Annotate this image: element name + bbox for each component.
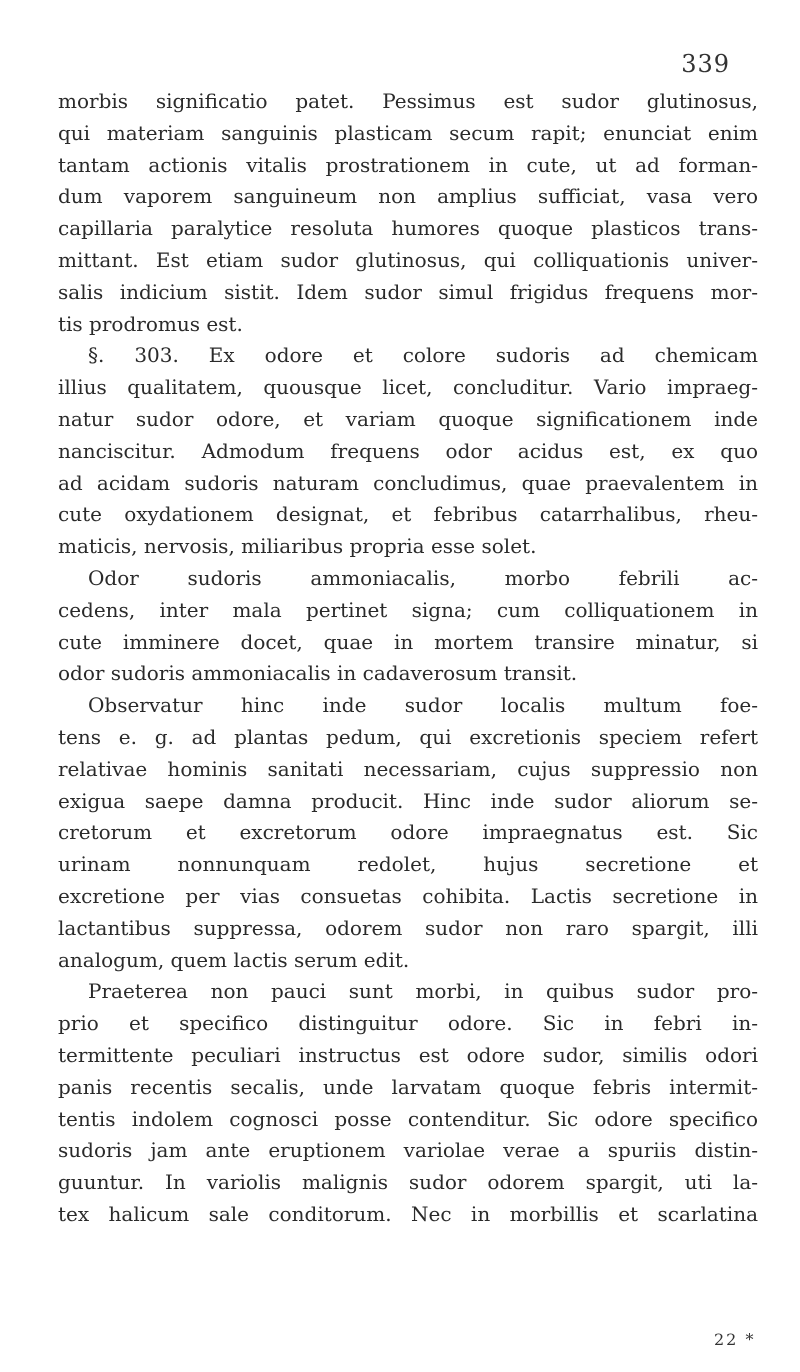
text-line: nanciscitur. Admodum frequens odor acidus est, ex quo <box>58 438 758 463</box>
text-line: natur sudor odore, et variam quoque significationem inde <box>58 406 758 431</box>
text-line: cute imminere docet, quae in mortem transire minatur, si <box>58 629 758 654</box>
text-line: morbis significatio patet. Pessimus est sudor glutinosus, <box>58 89 758 113</box>
text-line: guuntur. In variolis malignis sudor odorem spargit, uti la- <box>58 1170 758 1195</box>
text-line: tantam actionis vitalis prostrationem in cute, ut ad forman- <box>58 152 758 177</box>
text-line: ad acidam sudoris naturam concludimus, quae praevalentem in <box>58 470 758 495</box>
text-line: §. 303. Ex odore et colore sudoris ad chemicam <box>88 343 758 368</box>
text-line: capillaria paralytice resoluta humores quoque plasticos trans- <box>58 216 758 241</box>
text-line: tentis indolem cognosci posse contenditur. Sic odore specifico <box>58 1106 758 1131</box>
text-line: qui materiam sanguinis plasticam secum rapit; enunciat enim <box>58 120 758 145</box>
text-line: salis indicium sistit. Idem sudor simul frigidus frequens mor- <box>58 279 758 304</box>
page-number: 339 <box>681 50 730 78</box>
text-line: Observatur hinc inde sudor localis multum foe- <box>88 693 758 718</box>
text-line: lactantibus suppressa, odorem sudor non raro spargit, illi <box>58 915 758 940</box>
text-line: odor sudoris ammoniacalis in cadaverosum transit. <box>58 661 578 686</box>
text-line: relativae hominis sanitati necessariam, cujus suppressio non <box>58 756 758 781</box>
text-line: mittant. Est etiam sudor glutinosus, qui colliquationis univer- <box>58 247 758 272</box>
text-line: prio et specifico distinguitur odore. Sic in febri in- <box>58 1011 758 1036</box>
signature-mark: 22 * <box>714 1330 756 1349</box>
text-line: panis recentis secalis, unde larvatam quoque febris intermit- <box>58 1074 758 1099</box>
text-line: excretione per vias consuetas cohibita. Lactis secretione in <box>58 883 758 908</box>
text-line: cute oxydationem designat, et febribus catarrhalibus, rheu- <box>58 502 758 527</box>
text-line: illius qualitatem, quousque licet, concluditur. Vario impraeg- <box>58 375 758 400</box>
text-line: tis prodromus est. <box>58 311 243 336</box>
body-text <box>58 86 758 1231</box>
text-line: tex halicum sale conditorum. Nec in morbillis et scarlatina <box>58 1201 758 1226</box>
text-line: analogum, quem lactis serum edit. <box>58 947 410 972</box>
text-line: Odor sudoris ammoniacalis, morbo febrili ac- <box>88 565 758 590</box>
text-line: cretorum et excretorum odore impraegnatus est. Sic <box>58 820 758 845</box>
text-line: Praeterea non pauci sunt morbi, in quibus sudor pro- <box>88 979 758 1004</box>
text-line: tens e. g. ad plantas pedum, qui excretionis speciem refert <box>58 724 758 749</box>
text-line: maticis, nervosis, miliaribus propria esse solet. <box>58 534 537 559</box>
text-line: cedens, inter mala pertinet signa; cum colliquationem in <box>58 597 758 622</box>
text-line: urinam nonnunquam redolet, hujus secretione et <box>58 852 758 877</box>
text-line: dum vaporem sanguineum non amplius sufficiat, vasa vero <box>58 184 758 209</box>
text-line: termittente peculiari instructus est odore sudor, similis odori <box>58 1042 758 1067</box>
text-line: sudoris jam ante eruptionem variolae verae a spuriis distin- <box>58 1138 758 1163</box>
text-line: exigua saepe damna producit. Hinc inde sudor aliorum se- <box>58 788 758 813</box>
